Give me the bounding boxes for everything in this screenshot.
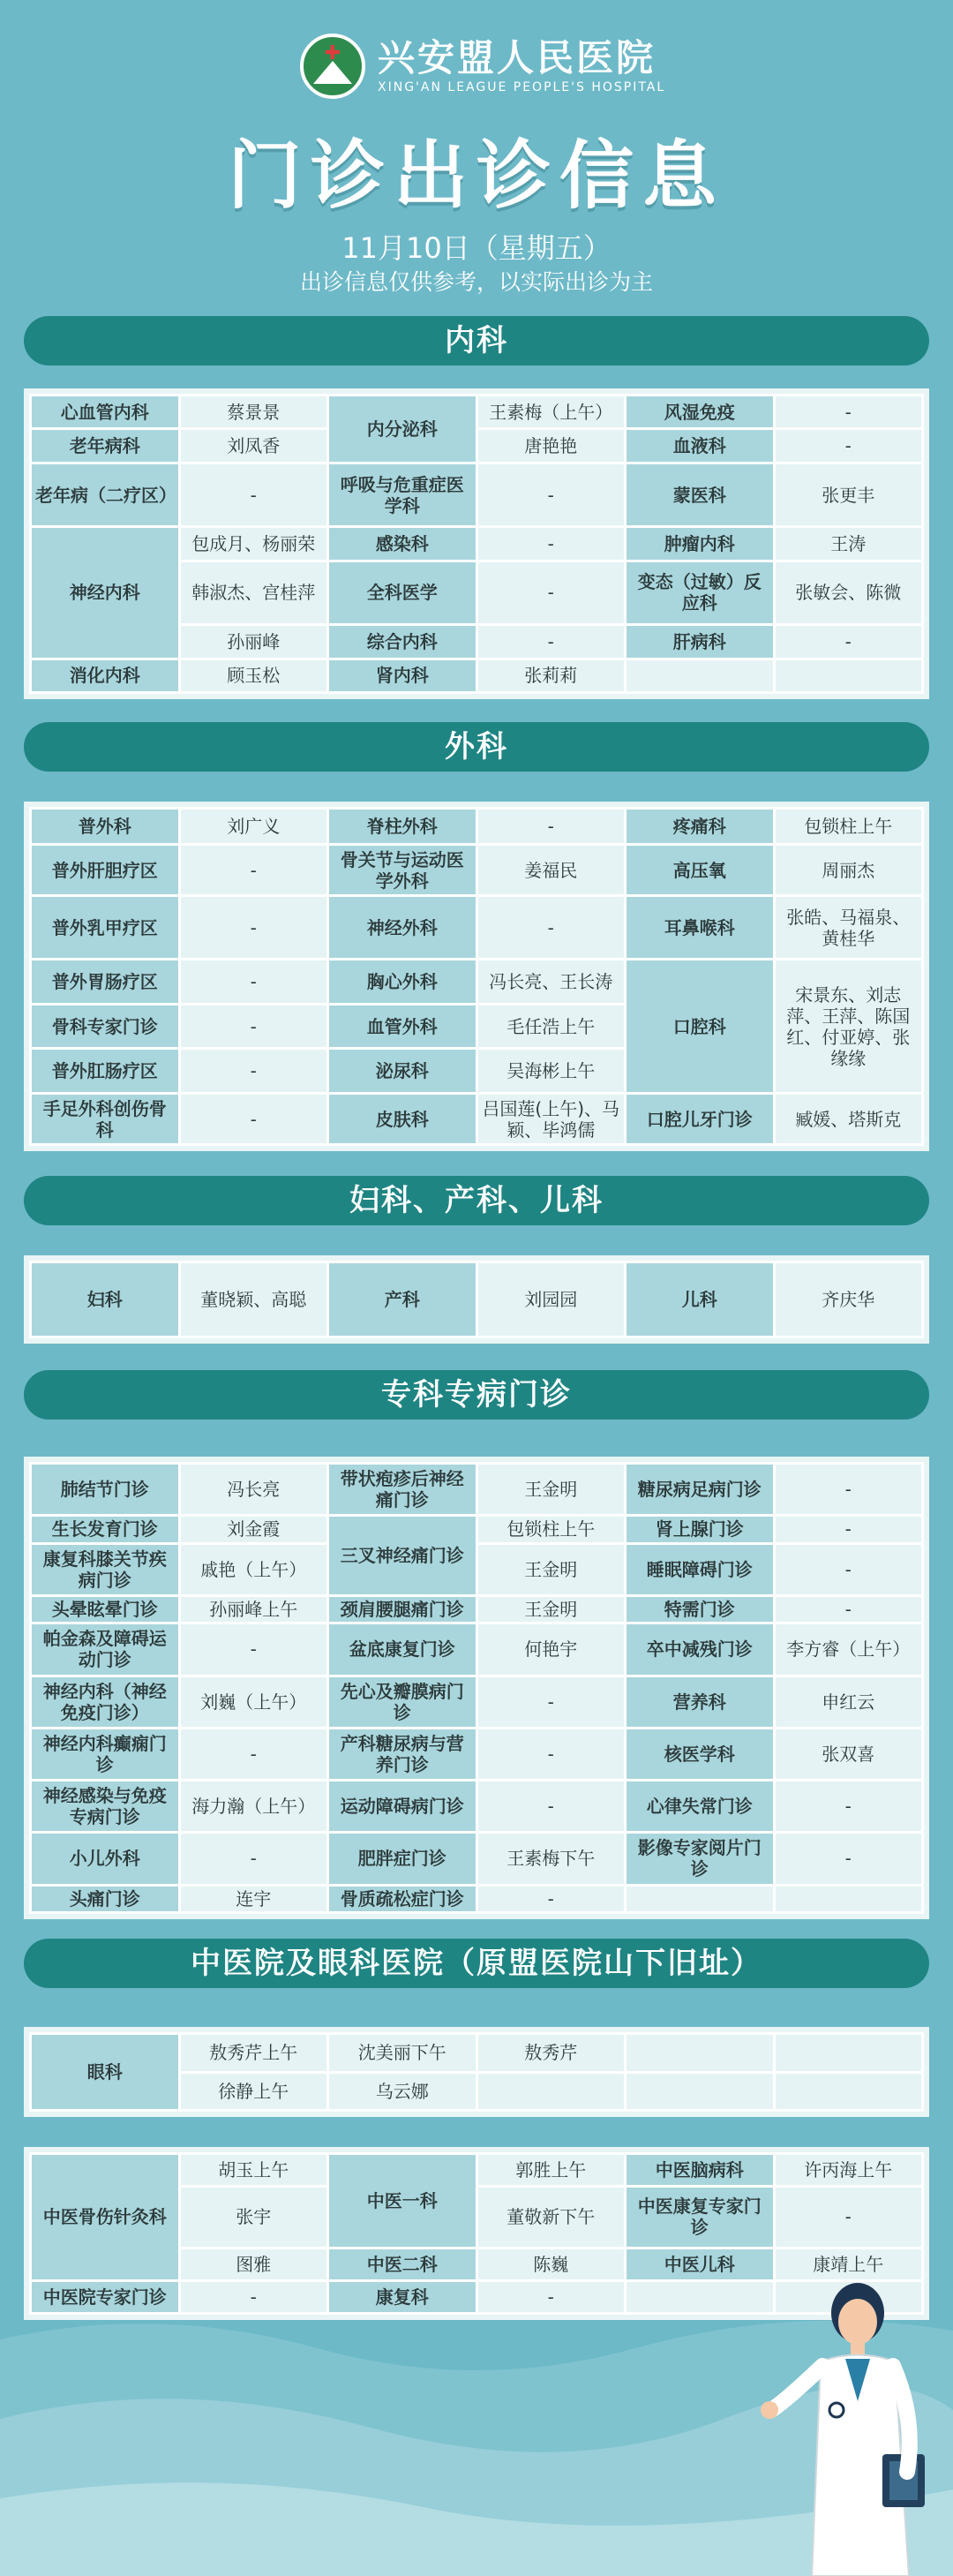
doctor-cell: - [774, 1516, 923, 1543]
doctor-cell: - [179, 2280, 328, 2313]
doctor-cell: - [774, 625, 923, 659]
doctor-cell: 刘巍（上午） [179, 1676, 328, 1728]
dept-cell: 神经外科 [328, 896, 477, 960]
section-banner-waike: 外科 [24, 722, 929, 772]
dept-cell: 胸心外科 [328, 960, 477, 1005]
doctor-cell: - [476, 1885, 626, 1912]
dept-cell: 头痛门诊 [31, 1885, 180, 1912]
empty-cell [626, 659, 775, 692]
waike-panel [24, 802, 929, 1151]
neike-table [29, 394, 924, 694]
doctor-cell: 韩淑杰、宫桂萍 [179, 561, 328, 625]
dept-cell: 变态（过敏）反应科 [626, 561, 775, 625]
dept-cell: 肝病科 [626, 625, 775, 659]
dept-cell: 营养科 [626, 1676, 775, 1728]
dept-cell: 中医康复专家门诊 [626, 2187, 775, 2248]
doctor-cell: 陈巍 [476, 2248, 626, 2280]
doctor-cell: - [476, 2280, 626, 2313]
doctor-cell: 徐静上午 [179, 2072, 328, 2111]
doctor-cell: 何艳宇 [476, 1623, 626, 1676]
doctor-cell: - [476, 1728, 626, 1780]
doctor-cell: 宋景东、刘志萍、王萍、陈国红、付亚婷、张缘缘 [774, 960, 923, 1094]
dept-cell: 眼科 [31, 2034, 180, 2111]
doctor-cell: - [476, 1676, 626, 1728]
dept-cell: 影像专家阅片门诊 [626, 1833, 775, 1885]
dept-cell: 老年病科 [31, 429, 180, 463]
doctor-cell: 许丙海上午 [774, 2154, 923, 2187]
dept-cell: 脊柱外科 [328, 809, 477, 845]
dept-cell: 神经感染与免疫专病门诊 [31, 1781, 180, 1833]
empty-cell [476, 2072, 626, 2111]
doctor-cell: - [774, 1595, 923, 1623]
doctor-cell: - [774, 1464, 923, 1516]
doctor-cell: 包成月、杨丽荣 [179, 527, 328, 561]
dept-cell: 康复科膝关节疾病门诊 [31, 1543, 180, 1595]
doctor-cell: 刘园园 [476, 1262, 626, 1337]
dept-cell: 产科 [328, 1262, 477, 1337]
doctor-cell: - [179, 845, 328, 896]
hospital-name-en: XING'AN LEAGUE PEOPLE'S HOSPITAL [378, 80, 666, 94]
date-text: 11月10日（星期五） [341, 231, 612, 265]
doctor-cell: - [476, 809, 626, 845]
empty-cell [626, 2280, 775, 2313]
dept-cell: 老年病（二疗区） [31, 463, 180, 527]
doctor-cell: 康靖上午 [774, 2248, 923, 2280]
doctor-cell: 李方睿（上午） [774, 1623, 923, 1676]
doctor-cell: 王金明 [476, 1543, 626, 1595]
dept-cell: 中医骨伤针灸科 [31, 2154, 180, 2281]
dept-cell: 内分泌科 [328, 395, 477, 463]
dept-cell: 糖尿病足病门诊 [626, 1464, 775, 1516]
section-banner-zhuanke: 专科专病门诊 [24, 1370, 929, 1420]
dept-cell: 先心及瓣膜病门诊 [328, 1676, 477, 1728]
dept-cell: 带状疱疹后神经痛门诊 [328, 1464, 477, 1516]
dept-cell: 中医院专家门诊 [31, 2280, 180, 2313]
doctor-cell: - [179, 1833, 328, 1885]
page-title: 门诊出诊信息 [227, 132, 725, 219]
doctor-cell: - [774, 429, 923, 463]
note-text: 出诊信息仅供参考，以实际出诊为主 [299, 269, 653, 295]
doctor-cell: 连宇 [179, 1885, 328, 1912]
dept-cell: 蒙医科 [626, 463, 775, 527]
neike-panel [24, 388, 929, 699]
doctor-cell: 王金明 [476, 1464, 626, 1516]
zhuanke-panel [24, 1457, 929, 1919]
dept-cell: 综合内科 [328, 625, 477, 659]
doctor-cell: 董敬新下午 [476, 2187, 626, 2248]
doctor-cell: 张双喜 [774, 1728, 923, 1780]
doctor-cell: 董晓颖、高聪 [179, 1262, 328, 1337]
dept-cell: 生长发育门诊 [31, 1516, 180, 1543]
doctor-cell: 包锁柱上午 [774, 809, 923, 845]
dept-cell: 心律失常门诊 [626, 1781, 775, 1833]
dept-cell: 神经内科癫痫门诊 [31, 1728, 180, 1780]
dept-cell: 卒中减残门诊 [626, 1623, 775, 1676]
doctor-cell: 刘凤香 [179, 429, 328, 463]
doctor-cell: - [476, 625, 626, 659]
empty-cell [774, 2034, 923, 2073]
dept-cell: 普外科 [31, 809, 180, 845]
dept-cell: 皮肤科 [328, 1094, 477, 1145]
dept-cell: 肿瘤内科 [626, 527, 775, 561]
dept-cell: 产科糖尿病与营养门诊 [328, 1728, 477, 1780]
zhuanke-table [29, 1462, 924, 1914]
dept-cell: 肾上腺门诊 [626, 1516, 775, 1543]
doctor-cell: - [476, 527, 626, 561]
doctor-cell: 周丽杰 [774, 845, 923, 896]
hospital-logo-icon: ✚ [300, 34, 365, 99]
dept-cell: 睡眠障碍门诊 [626, 1543, 775, 1595]
dept-cell: 中医一科 [328, 2154, 477, 2248]
doctor-cell: - [179, 1728, 328, 1780]
dept-cell: 肥胖症门诊 [328, 1833, 477, 1885]
dept-cell: 骨科专家门诊 [31, 1004, 180, 1049]
dept-cell: 小儿外科 [31, 1833, 180, 1885]
doctor-cell: 戚艳（上午） [179, 1543, 328, 1595]
dept-cell: 消化内科 [31, 659, 180, 692]
empty-cell [626, 1885, 775, 1912]
yanke-table [29, 2032, 924, 2112]
dept-cell: 特需门诊 [626, 1595, 775, 1623]
doctor-cell: 冯长亮 [179, 1464, 328, 1516]
doctor-cell: 申红云 [774, 1676, 923, 1728]
dept-cell: 普外乳甲疗区 [31, 896, 180, 960]
doctor-cell: 图雅 [179, 2248, 328, 2280]
empty-cell [774, 659, 923, 692]
fuchaner-table [29, 1261, 924, 1338]
dept-cell: 血管外科 [328, 1004, 477, 1049]
doctor-cell: 冯长亮、王长涛 [476, 960, 626, 1005]
doctor-cell: 郭胜上午 [476, 2154, 626, 2187]
dept-cell: 风湿免疫 [626, 395, 775, 429]
doctor-cell: 唐艳艳 [476, 429, 626, 463]
dept-cell: 高压氧 [626, 845, 775, 896]
doctor-cell: 海力瀚（上午） [179, 1781, 328, 1833]
doctor-cell: 毛任浩上午 [476, 1004, 626, 1049]
empty-cell [626, 2072, 775, 2111]
dept-cell: 神经内科 [31, 527, 180, 659]
doctor-cell: 孙丽峰上午 [179, 1595, 328, 1623]
doctor-cell: - [476, 561, 626, 625]
doctor-cell: 王涛 [774, 527, 923, 561]
doctor-cell: 王金明 [476, 1595, 626, 1623]
section-banner-fuchaner: 妇科、产科、儿科 [24, 1176, 929, 1225]
doctor-cell: 胡玉上午 [179, 2154, 328, 2187]
doctor-cell: - [476, 1781, 626, 1833]
fuchaner-panel [24, 1255, 929, 1344]
doctor-cell: 包锁柱上午 [476, 1516, 626, 1543]
dept-cell: 骨关节与运动医学外科 [328, 845, 477, 896]
dept-cell: 核医学科 [626, 1728, 775, 1780]
doctor-cell: - [179, 896, 328, 960]
dept-cell: 耳鼻喉科 [626, 896, 775, 960]
doctor-cell: 孙丽峰 [179, 625, 328, 659]
doctor-cell: - [179, 1049, 328, 1094]
doctor-cell: 敖秀芹上午 [179, 2034, 328, 2073]
doctor-cell: 吕国莲(上午)、马颖、毕鸿儒 [476, 1094, 626, 1145]
doctor-cell: - [476, 463, 626, 527]
doctor-cell: 张更丰 [774, 463, 923, 527]
dept-cell: 全科医学 [328, 561, 477, 625]
doctor-cell: - [774, 395, 923, 429]
doctor-cell: - [179, 960, 328, 1005]
doctor-cell: 张敏会、陈微 [774, 561, 923, 625]
dept-cell: 手足外科创伤骨科 [31, 1094, 180, 1145]
doctor-cell: 齐庆华 [774, 1262, 923, 1337]
doctor-cell: 刘金霞 [179, 1516, 328, 1543]
dept-cell: 血液科 [626, 429, 775, 463]
dept-cell: 骨质疏松症门诊 [328, 1885, 477, 1912]
empty-cell [774, 1885, 923, 1912]
doctor-cell: - [179, 1004, 328, 1049]
section-banner-neike: 内科 [24, 316, 929, 365]
dept-cell: 康复科 [328, 2280, 477, 2313]
empty-cell [626, 2034, 775, 2073]
doctor-cell: 吴海彬上午 [476, 1049, 626, 1094]
dept-cell: 疼痛科 [626, 809, 775, 845]
hospital-name: 兴安盟人民医院 [378, 36, 657, 79]
doctor-cell: - [774, 1781, 923, 1833]
empty-cell [774, 2072, 923, 2111]
dept-cell: 盆底康复门诊 [328, 1623, 477, 1676]
doctor-cell: - [179, 463, 328, 527]
dept-cell: 运动障碍病门诊 [328, 1781, 477, 1833]
doctor-cell: 乌云娜 [328, 2072, 477, 2111]
dept-cell: 神经内科（神经免疫门诊） [31, 1676, 180, 1728]
dept-cell: 帕金森及障碍运动门诊 [31, 1623, 180, 1676]
dept-cell: 妇科 [31, 1262, 180, 1337]
section-banner-zhongyi: 中医院及眼科医院（原盟医院山下旧址） [24, 1939, 929, 1988]
doctor-cell: 蔡景景 [179, 395, 328, 429]
doctor-cell: - [179, 1623, 328, 1676]
dept-cell: 心血管内科 [31, 395, 180, 429]
doctor-cell: 敖秀芹 [476, 2034, 626, 2073]
dept-cell: 泌尿科 [328, 1049, 477, 1094]
yanke-panel [24, 2027, 929, 2117]
doctor-cell: 臧媛、塔斯克 [774, 1094, 923, 1145]
doctor-illustration-icon [759, 2278, 944, 2576]
waike-table [29, 807, 924, 1146]
dept-cell: 普外胃肠疗区 [31, 960, 180, 1005]
dept-cell: 普外肝胆疗区 [31, 845, 180, 896]
doctor-cell: 刘广义 [179, 809, 328, 845]
dept-cell: 感染科 [328, 527, 477, 561]
dept-cell: 中医脑病科 [626, 2154, 775, 2187]
dept-cell: 头晕眩晕门诊 [31, 1595, 180, 1623]
page-header [0, 0, 953, 318]
dept-cell: 呼吸与危重症医学科 [328, 463, 477, 527]
dept-cell: 颈肩腰腿痛门诊 [328, 1595, 477, 1623]
dept-cell: 口腔儿牙门诊 [626, 1094, 775, 1145]
dept-cell: 口腔科 [626, 960, 775, 1094]
doctor-cell: 王素梅下午 [476, 1833, 626, 1885]
dept-cell: 肾内科 [328, 659, 477, 692]
dept-cell: 中医二科 [328, 2248, 477, 2280]
dept-cell: 三叉神经痛门诊 [328, 1516, 477, 1596]
doctor-cell: 王素梅（上午） [476, 395, 626, 429]
doctor-cell: 沈美丽下午 [328, 2034, 477, 2073]
dept-cell: 肺结节门诊 [31, 1464, 180, 1516]
doctor-cell: 张宇 [179, 2187, 328, 2248]
doctor-cell: 姜福民 [476, 845, 626, 896]
doctor-cell: - [774, 2187, 923, 2248]
dept-cell: 中医儿科 [626, 2248, 775, 2280]
doctor-cell: - [179, 1094, 328, 1145]
doctor-cell: 张皓、马福泉、黄桂华 [774, 896, 923, 960]
doctor-cell: 顾玉松 [179, 659, 328, 692]
doctor-cell: - [476, 896, 626, 960]
doctor-cell: 张莉莉 [476, 659, 626, 692]
hospital-logo-row [300, 34, 665, 99]
doctor-cell: - [774, 1833, 923, 1885]
doctor-cell: - [774, 1543, 923, 1595]
dept-cell: 儿科 [626, 1262, 775, 1337]
dept-cell: 普外肛肠疗区 [31, 1049, 180, 1094]
